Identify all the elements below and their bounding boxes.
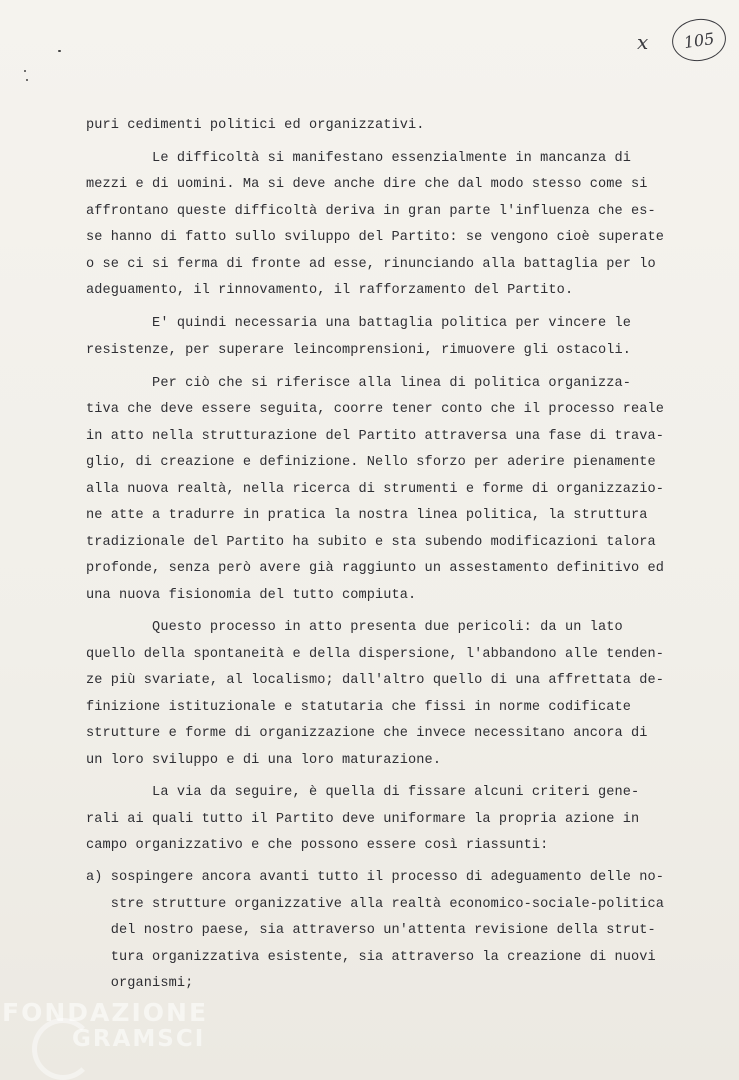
text-line: E' quindi necessaria una battaglia politica per vincere le bbox=[86, 316, 631, 331]
text-line: resistenze, per superare leincomprensioni, rimuovere gli ostacoli. bbox=[86, 343, 631, 358]
page-number-text: 105 bbox=[682, 28, 716, 52]
text-line: puri cedimenti politici ed organizzativi. bbox=[86, 118, 425, 133]
text-line: ze più svariate, al localismo; dall'altro quello di una affrettata de- bbox=[86, 673, 665, 688]
text-line: mezzi e di uomini. Ma si deve anche dire che dal modo stesso come si bbox=[86, 177, 648, 192]
text-line: ne atte a tradurre in pratica la nostra linea politica, la struttura bbox=[86, 508, 648, 523]
text-line: in atto nella strutturazione del Partito attraversa una fase di trava- bbox=[86, 429, 665, 444]
text-line: glio, di creazione e definizione. Nello sforzo per aderire pienamente bbox=[86, 455, 656, 470]
scan-speck bbox=[26, 79, 28, 81]
text-line: affrontano queste difficoltà deriva in gran parte l'influenza che es- bbox=[86, 204, 656, 219]
text-line: La via da seguire, è quella di fissare alcuni criteri gene- bbox=[86, 785, 640, 800]
text-line: un loro sviluppo e di una loro maturazione. bbox=[86, 753, 442, 768]
text-line: Per ciò che si riferisce alla linea di politica organizza- bbox=[86, 376, 631, 391]
text-line: organismi; bbox=[86, 976, 194, 991]
watermark-line-1: FONDAZIONE bbox=[2, 998, 209, 1027]
text-line: se hanno di fatto sullo sviluppo del Partito: se vengono cioè superate bbox=[86, 230, 665, 245]
text-line: a) sospingere ancora avanti tutto il processo di adeguamento delle no- bbox=[86, 870, 665, 885]
foundation-watermark bbox=[2, 998, 232, 1078]
text-line: campo organizzativo e che possono essere così riassunti: bbox=[86, 838, 549, 853]
text-line: una nuova fisionomia del tutto compiuta. bbox=[86, 588, 417, 603]
scan-speck bbox=[58, 50, 61, 52]
text-line: alla nuova realtà, nella ricerca di strumenti e forme di organizzazio- bbox=[86, 482, 665, 497]
page-number bbox=[669, 15, 728, 64]
text-line: rali ai quali tutto il Partito deve uniformare la propria azione in bbox=[86, 812, 640, 827]
text-line: del nostro paese, sia attraverso un'attenta revisione della strut- bbox=[86, 923, 656, 938]
text-line: stre strutture organizzative alla realtà economico-sociale-politica bbox=[86, 897, 665, 912]
text-line: tura organizzativa esistente, sia attraverso la creazione di nuovi bbox=[86, 950, 656, 965]
text-line: strutture e forme di organizzazione che invece necessitano ancora di bbox=[86, 726, 648, 741]
scan-speck bbox=[24, 70, 26, 72]
handwritten-mark: x bbox=[637, 30, 649, 54]
text-line: tiva che deve essere seguita, coorre tener conto che il processo reale bbox=[86, 402, 665, 417]
text-line: profonde, senza però avere già raggiunto un assestamento definitivo ed bbox=[86, 561, 665, 576]
text-line: finizione istituzionale e statutaria che fissi in norme codificate bbox=[86, 700, 631, 715]
text-line: adeguamento, il rinnovamento, il rafforzamento del Partito. bbox=[86, 283, 574, 298]
watermark-line-2: GRAMSCI bbox=[72, 1026, 206, 1052]
text-line: Questo processo in atto presenta due pericoli: da un lato bbox=[86, 620, 623, 635]
text-line: tradizionale del Partito ha subito e sta subendo modificazioni talora bbox=[86, 535, 656, 550]
text-line: Le difficoltà si manifestano essenzialmente in mancanza di bbox=[86, 151, 631, 166]
text-line: o se ci si ferma di fronte ad esse, rinunciando alla battaglia per lo bbox=[86, 257, 656, 272]
text-line: quello della spontaneità e della dispersione, l'abbandono alle tenden- bbox=[86, 647, 665, 662]
